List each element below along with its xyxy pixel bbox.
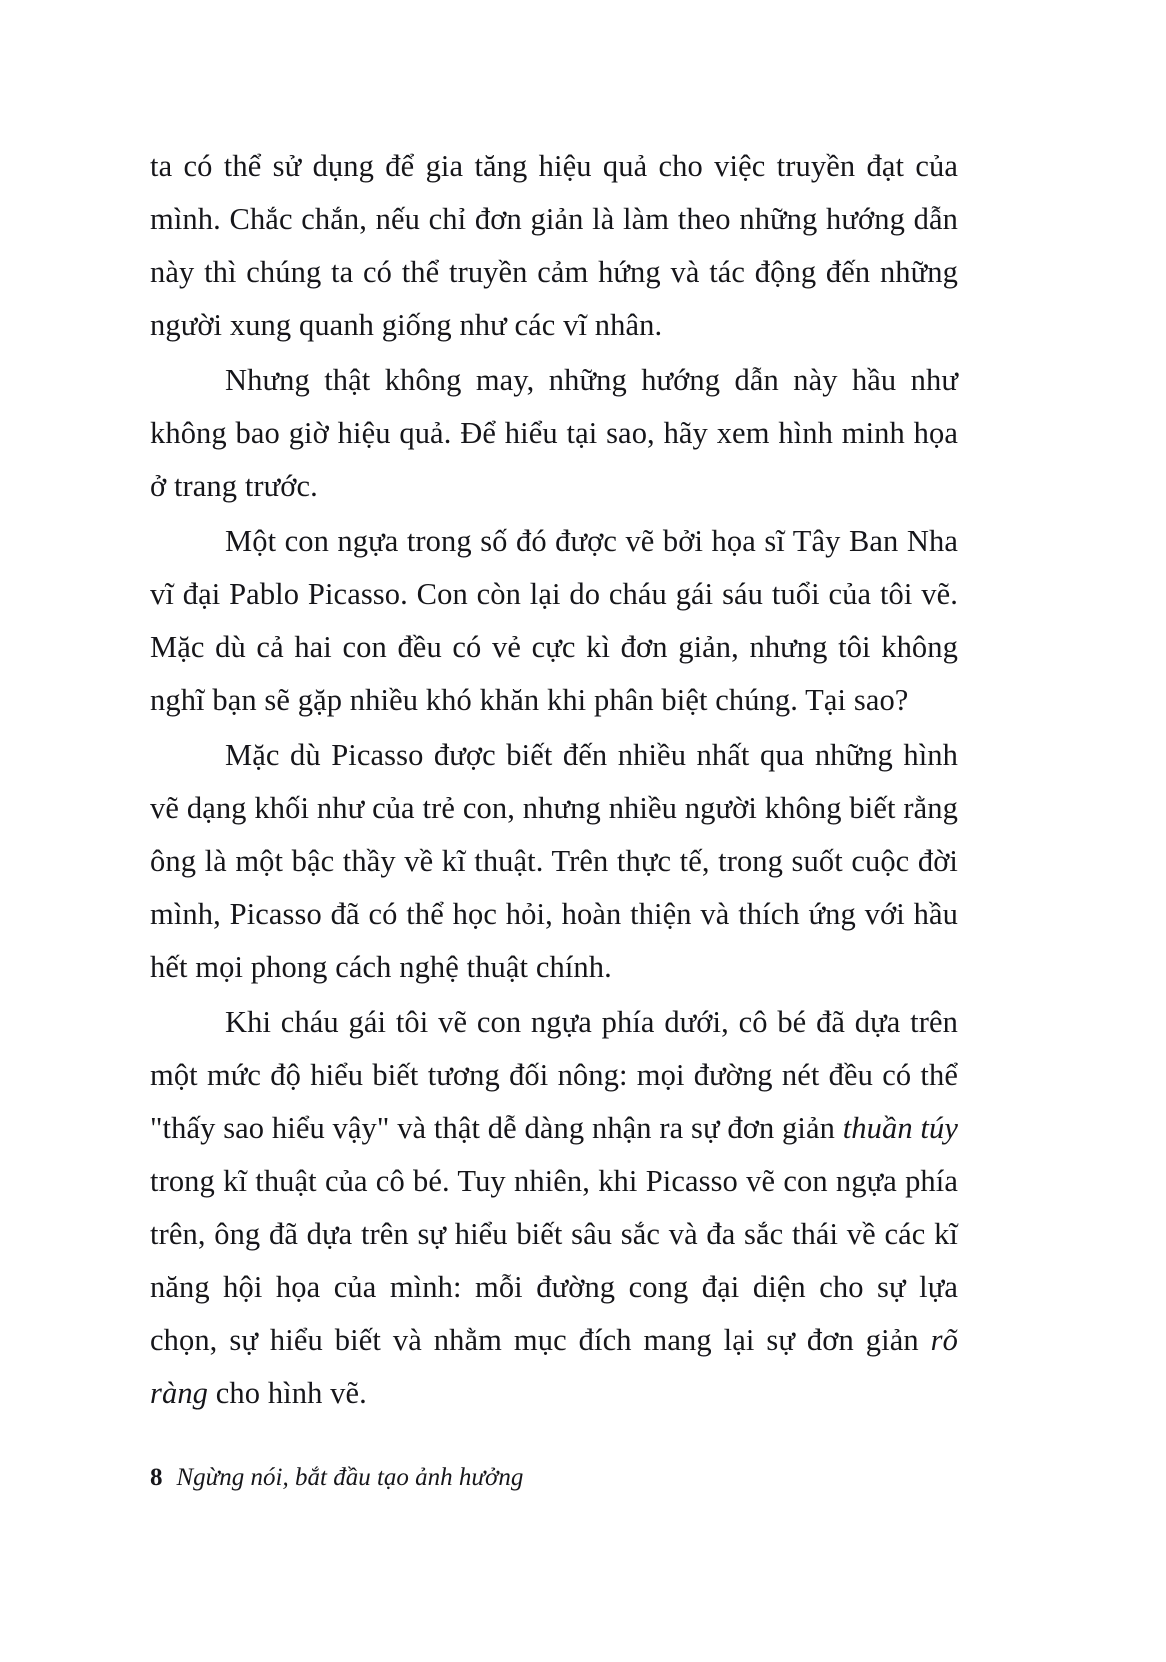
- page-footer: [150, 1464, 523, 1492]
- page-number: 8: [150, 1464, 163, 1491]
- running-head-title: Ngừng nói, bắt đầu tạo ảnh hưởng: [176, 1464, 524, 1491]
- paragraph-5-part-1: Khi cháu gái tôi vẽ con ngựa phía dưới, cô bé đã dựa trên một mức độ hiểu biết tương đối nông: mọi đường nét đều có thể "thấy sao hiểu vậy" và thật dễ dàng nhận ra sự đơn giản: [150, 1005, 958, 1145]
- paragraph-4: Mặc dù Picasso được biết đến nhiều nhất qua những hình vẽ dạng khối như của trẻ con, nhưng nhiều người không biết rằng ông là một bậc thầy về kĩ thuật. Trên thực tế, trong suốt cuộc đời mình, Picasso đã có thể học hỏi, hoàn thiện và thích ứng với hầu hết mọi phong cách nghệ thuật chính.: [150, 738, 958, 984]
- body-text-column: [150, 140, 958, 1422]
- paragraph-5: [150, 996, 958, 1420]
- paragraph-2: Nhưng thật không may, những hướng dẫn này hầu như không bao giờ hiệu quả. Để hiểu tại sao, hãy xem hình minh họa ở trang trước.: [150, 363, 958, 503]
- paragraph-5-part-3: cho hình vẽ.: [208, 1376, 367, 1410]
- paragraph-5-part-2: trong kĩ thuật của cô bé. Tuy nhiên, khi Picasso vẽ con ngựa phía trên, ông đã dựa trên sự hiểu biết sâu sắc và đa sắc thái về các kĩ năng hội họa của mình: mỗi đường cong đại diện cho sự lựa chọn, sự hiểu biết và nhằm mục đích mang lại sự đơn giản: [150, 1164, 958, 1357]
- paragraph-5-emphasis-2: rõ ràng: [150, 1323, 958, 1410]
- paragraph-5-emphasis-1: thuần túy: [842, 1111, 958, 1145]
- paragraph-1: ta có thể sử dụng để gia tăng hiệu quả cho việc truyền đạt của mình. Chắc chắn, nếu chỉ đơn giản là làm theo những hướng dẫn này thì chúng ta có thể truyền cảm hứng và tác động đến những người xung quanh giống như các vĩ nhân.: [150, 149, 958, 342]
- paragraph-3: Một con ngựa trong số đó được vẽ bởi họa sĩ Tây Ban Nha vĩ đại Pablo Picasso. Con còn lại do cháu gái sáu tuổi của tôi vẽ. Mặc dù cả hai con đều có vẻ cực kì đơn giản, nhưng tôi không nghĩ bạn sẽ gặp nhiều khó khăn khi phân biệt chúng. Tại sao?: [150, 524, 958, 717]
